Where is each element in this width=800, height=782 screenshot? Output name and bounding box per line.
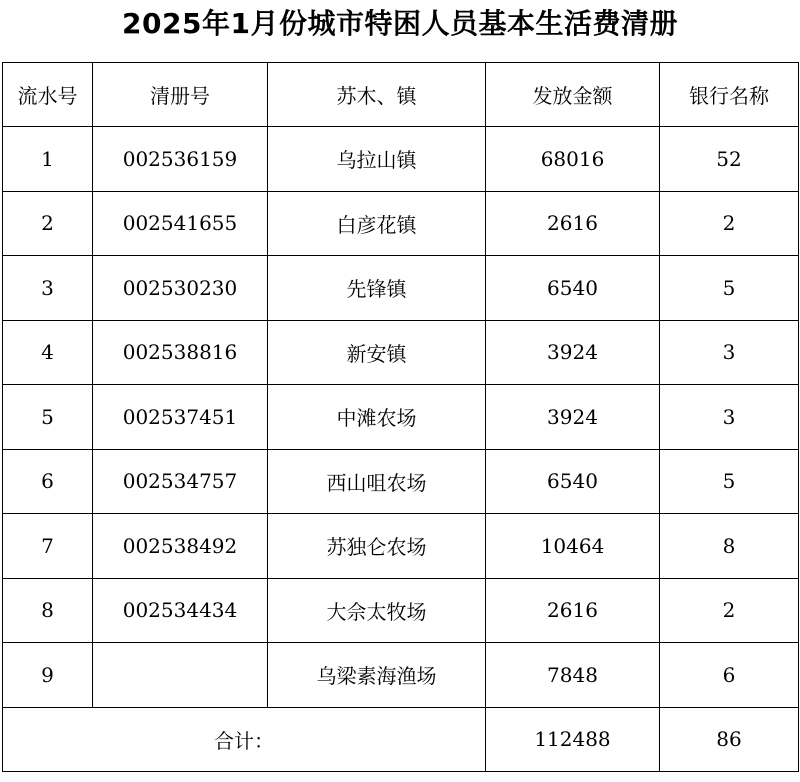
cell-amount: 3924 (486, 320, 660, 385)
total-amount: 112488 (486, 707, 660, 772)
cell-bank: 6 (660, 643, 799, 708)
roster-table (2, 62, 799, 772)
document-title: 2025年1月份城市特困人员基本生活费清册 (122, 7, 678, 40)
header-bank: 银行名称 (660, 63, 799, 127)
header-row (3, 63, 799, 127)
cell-town: 新安镇 (268, 320, 486, 385)
total-label: 合计： (3, 707, 486, 772)
header-roll-no: 清册号 (93, 63, 268, 127)
cell-bank: 52 (660, 127, 799, 192)
cell-roll-no: 002538816 (93, 320, 268, 385)
cell-amount: 2616 (486, 578, 660, 643)
cell-town: 大佘太牧场 (268, 578, 486, 643)
cell-town: 西山咀农场 (268, 449, 486, 514)
header-serial: 流水号 (3, 63, 93, 127)
cell-serial: 2 (3, 191, 93, 256)
table-row (3, 256, 799, 321)
table-row (3, 320, 799, 385)
cell-roll-no: 002534757 (93, 449, 268, 514)
cell-roll-no: 002538492 (93, 514, 268, 579)
cell-serial: 5 (3, 385, 93, 450)
cell-bank: 5 (660, 449, 799, 514)
cell-bank: 2 (660, 578, 799, 643)
total-row (3, 707, 799, 772)
cell-amount: 2616 (486, 191, 660, 256)
cell-serial: 8 (3, 578, 93, 643)
table-row (3, 578, 799, 643)
cell-roll-no: 002536159 (93, 127, 268, 192)
cell-roll-no: 002530230 (93, 256, 268, 321)
cell-town: 乌拉山镇 (268, 127, 486, 192)
cell-amount: 68016 (486, 127, 660, 192)
cell-town: 苏独仑农场 (268, 514, 486, 579)
cell-roll-no: 002534434 (93, 578, 268, 643)
table-row (3, 643, 799, 708)
cell-serial: 1 (3, 127, 93, 192)
cell-amount: 3924 (486, 385, 660, 450)
header-amount: 发放金额 (486, 63, 660, 127)
cell-serial: 7 (3, 514, 93, 579)
cell-roll-no (93, 643, 268, 708)
cell-serial: 9 (3, 643, 93, 708)
table-row (3, 449, 799, 514)
cell-town: 先锋镇 (268, 256, 486, 321)
cell-serial: 6 (3, 449, 93, 514)
cell-town: 乌梁素海渔场 (268, 643, 486, 708)
cell-amount: 10464 (486, 514, 660, 579)
cell-bank: 5 (660, 256, 799, 321)
cell-roll-no: 002541655 (93, 191, 268, 256)
table-row (3, 514, 799, 579)
cell-town: 白彦花镇 (268, 191, 486, 256)
cell-bank: 2 (660, 191, 799, 256)
header-town: 苏木、镇 (268, 63, 486, 127)
cell-bank: 3 (660, 385, 799, 450)
cell-bank: 3 (660, 320, 799, 385)
cell-amount: 6540 (486, 256, 660, 321)
table-row (3, 191, 799, 256)
cell-amount: 7848 (486, 643, 660, 708)
cell-amount: 6540 (486, 449, 660, 514)
cell-serial: 3 (3, 256, 93, 321)
cell-town: 中滩农场 (268, 385, 486, 450)
table-row (3, 385, 799, 450)
cell-bank: 8 (660, 514, 799, 579)
table-row (3, 127, 799, 192)
cell-serial: 4 (3, 320, 93, 385)
total-bank: 86 (660, 707, 799, 772)
cell-roll-no: 002537451 (93, 385, 268, 450)
